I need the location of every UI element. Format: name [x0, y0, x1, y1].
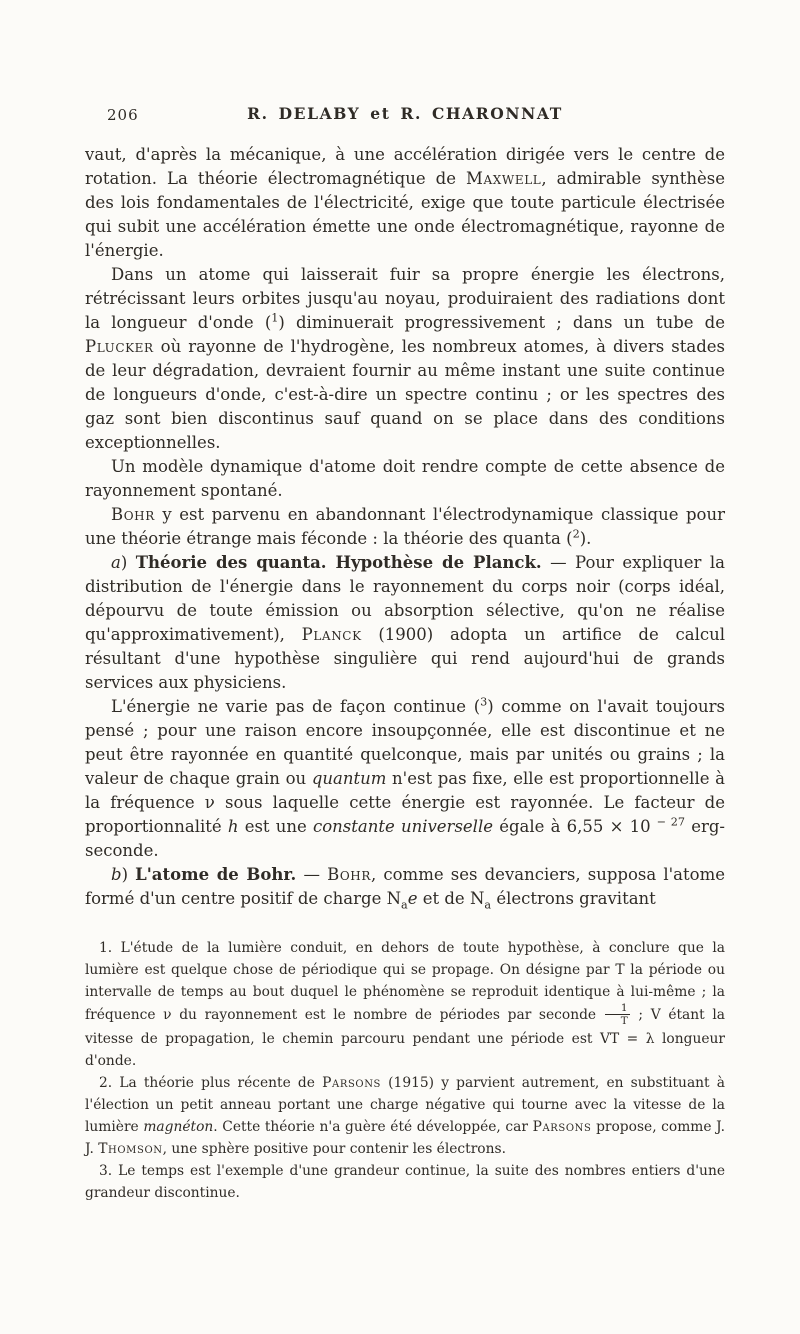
text-run: L'atome de Bohr. — [135, 865, 297, 884]
running-head — [85, 104, 725, 128]
page-number: 206 — [107, 106, 139, 124]
text-run: Bohr — [327, 865, 371, 884]
text-run: électrons gravitant — [491, 889, 656, 908]
text-run: Thomson — [98, 1141, 163, 1158]
footnotes — [85, 937, 725, 1204]
text-run: Dans un atome qui laisserait fuir sa propre énergie les électrons, rétrécissant leurs orbites jusqu'au noyau, produiraient des radiations dont la longueur d'onde ( — [85, 265, 725, 332]
text-run: 3. Le temps est l'exemple d'une grandeur continue, la suite des nombres entiers d'une grandeur discontinue. — [85, 1163, 725, 1202]
paragraph — [85, 863, 725, 911]
text-run: b — [111, 865, 122, 884]
text-run: a — [111, 553, 121, 572]
text-run: , comme ses devanciers, supposa l'atome formé d'un centre positif de charge N — [85, 865, 725, 908]
text-run: vaut, d'après la mécanique, à une accélération dirigée vers le centre de rotation. La théorie électromagnétique de — [85, 145, 725, 188]
text-run: ) comme on l'avait toujours pensé ; pour une raison encore insoupçonnée, elle est discontinue et ne peut être rayonnée en quantité quelconque, mais par unités ou grains ; la valeur de chaque grain ou — [85, 697, 725, 788]
body-text — [85, 143, 725, 911]
fraction-numerator: 1 — [605, 1002, 630, 1015]
text-run: , admirable synthèse des lois fondamentales de l'électricité, exige que toute particule électrisée qui subit une accélération émette une onde électromagnétique, rayonne de l'énergie. — [85, 169, 726, 260]
superscript: 2 — [572, 527, 580, 541]
subscript: a — [484, 898, 492, 912]
text-run: ) — [121, 865, 136, 884]
text-run: est une — [238, 817, 313, 836]
text-run: Un modèle dynamique d'atome doit rendre compte de cette absence de rayonnement spontané. — [85, 457, 725, 500]
text-run: (1915) y parvient autrement, en substituant à l'élection un petit anneau portant une charge négative qui tourne avec la vitesse de la lumière — [85, 1075, 725, 1136]
text-run: Planck — [301, 625, 362, 644]
text-run: 2. La théorie plus récente de — [99, 1075, 323, 1092]
running-title: R. DELABY et R. CHARONNAT — [247, 104, 563, 123]
text-run: L'énergie ne varie pas de façon continue ( — [111, 697, 481, 716]
text-run: 1. L'étude de la lumière conduit, en dehors de toute hypothèse, à conclure que la lumière est quelque chose de périodique qui se propage. On désigne par T la période ou intervalle de temps au bout duquel le phénomène se reproduit identique à lui-même ; la fréquence ν du rayonnement est le nombre de périodes par seconde — [85, 940, 725, 1024]
text-run: h — [227, 817, 239, 836]
text-run: (1900) adopta un artifice de calcul résultant d'une hypothèse singulière qui rend aujourd'hui de grands services aux physiciens. — [85, 625, 725, 692]
text-run: ). — [579, 529, 592, 548]
text-run: propose, comme J. J. — [85, 1119, 725, 1158]
superscript: − 27 — [656, 815, 685, 829]
text-column — [85, 104, 725, 1204]
text-run: magnéton — [143, 1119, 214, 1136]
text-run: ; V étant la vitesse de propagation, le chemin parcouru pendant une période est VT = λ longueur d'onde. — [85, 1007, 725, 1070]
text-run: , une sphère positive pour contenir les électrons. — [162, 1141, 506, 1158]
text-run: ) diminuerait progressivement ; dans un tube de — [278, 313, 725, 332]
text-run: e — [407, 889, 418, 908]
footnote — [85, 1072, 725, 1160]
fraction — [605, 1002, 630, 1027]
text-run: Parsons — [532, 1119, 592, 1136]
text-run: erg-seconde. — [85, 817, 725, 860]
paragraph — [85, 695, 725, 863]
text-run: Théorie des quanta. Hypothèse de Planck. — [135, 553, 542, 572]
paragraph — [85, 263, 725, 455]
footnote — [85, 1160, 725, 1204]
superscript: 3 — [480, 695, 488, 709]
paragraph — [85, 551, 725, 695]
text-run: y est parvenu en abandonnant l'électrodynamique classique pour une théorie étrange mais féconde : la théorie des quanta ( — [85, 505, 725, 548]
superscript: 1 — [271, 311, 279, 325]
text-run: n'est pas fixe, elle est proportionnelle à la fréquence ν sous laquelle cette énergie est rayonnée. Le facteur de proportionnalité — [85, 769, 726, 836]
text-run: égale à 6,55 × 10 — [493, 817, 657, 836]
paragraph — [85, 143, 725, 263]
fraction-denominator: T — [620, 1015, 628, 1028]
text-run: Parsons — [322, 1075, 381, 1092]
text-run: ) — [120, 553, 136, 572]
text-run: quantum — [311, 769, 387, 788]
text-run: Maxwell — [466, 169, 542, 188]
text-run: Bohr — [111, 505, 155, 524]
text-run: Plucker — [85, 337, 154, 356]
paragraph — [85, 503, 725, 551]
footnote — [85, 937, 725, 1072]
text-run: où rayonne de l'hydrogène, les nombreux atomes, à divers stades de leur dégradation, devraient fournir au même instant une suite continue de longueurs d'onde, c'est-à-dire un spectre continu ; or les spectres des gaz sont bien discontinus sauf quand on se place dans des conditions exceptionnelles. — [85, 337, 725, 452]
text-run: — Pour expliquer la distribution de l'énergie dans le rayonnement du corps noir (corps idéal, dépourvu de toute émission ou absorption sélective, qu'on ne réalise qu'approximativement), — [85, 553, 725, 644]
paragraph — [85, 455, 725, 503]
subscript: a — [401, 898, 408, 912]
text-run: . Cette théorie n'a guère été développée, car — [213, 1119, 533, 1136]
text-run: constante universelle — [312, 817, 493, 836]
text-run: — — [296, 865, 328, 884]
text-run: et de N — [417, 889, 485, 908]
